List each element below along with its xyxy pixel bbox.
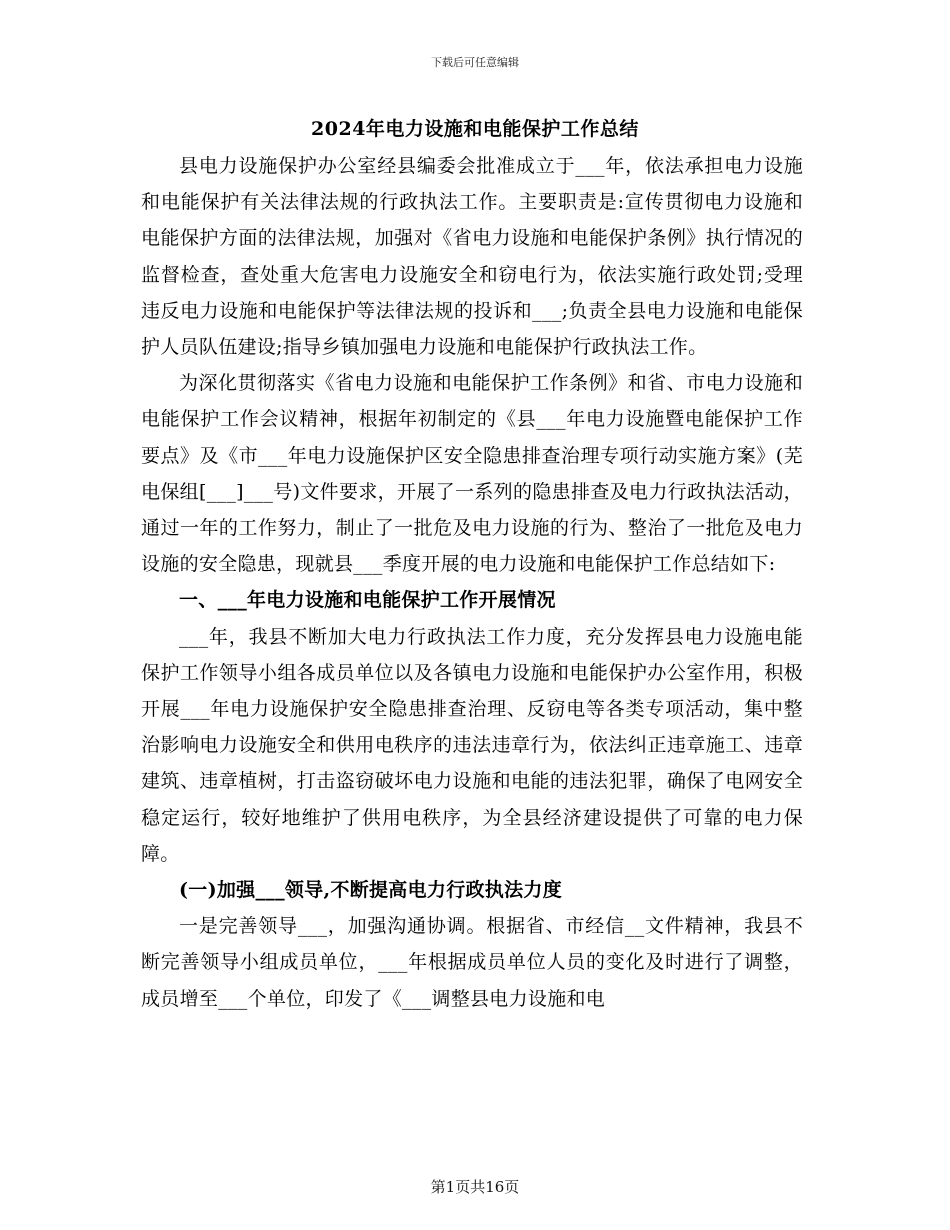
subsection-heading-1: (一)加强___领导,不断提高电力行政执法力度 — [179, 879, 562, 902]
document-body — [141, 148, 803, 1017]
header-note: 下载后可任意编辑 — [431, 56, 519, 69]
document-title: 2024年电力设施和电能保护工作总结 — [311, 118, 639, 140]
section-heading-1: 一、___年电力设施和电能保护工作开展情况 — [179, 589, 556, 612]
page-number: 第1页共16页 — [430, 1178, 520, 1196]
paragraph-background: 为深化贯彻落实《省电力设施和电能保护工作条例》和省、市电力设施和电能保护工作会议精神，根据年初制定的《县___年电力设施暨电能保护工作要点》及《市___年电力设施保护区安全隐患排查治理专项行动实施方案》(芜电保组[___]___号)文件要求，开展了一系列的隐患排查及电力行政执法活动，通过一年的工作努力，制止了一批危及电力设施的行为、整治了一批危及电力设施的安全隐患，现就县___季度开展的电力设施和电能保护工作总结如下: — [141, 372, 803, 576]
paragraph-leadership: 一是完善领导___，加强沟通协调。根据省、市经信__文件精神，我县不断完善领导小组成员单位，___年根据成员单位人员的变化及时进行了调整，成员增至___个单位，印发了《___调整县电力设施和电 — [141, 915, 803, 1010]
paragraph-intro: 县电力设施保护办公室经县编委会批准成立于___年，依法承担电力设施和电能保护有关法律法规的行政执法工作。主要职责是:宣传贯彻电力设施和电能保护方面的法律法规，加强对《省电力设施和电能保护条例》执行情况的监督检查，查处重大危害电力设施安全和窃电行为，依法实施行政处罚;受理违反电力设施和电能保护等法律法规的投诉和___;负责全县电力设施和电能保护人员队伍建设;指导乡镇加强电力设施和电能保护行政执法工作。 — [141, 155, 803, 359]
paragraph-overview: ___年，我县不断加大电力行政执法工作力度，充分发挥县电力设施电能保护工作领导小组各成员单位以及各镇电力设施和电能保护办公室作用，积极开展___年电力设施保护安全隐患排查治理、反窃电等各类专项活动，集中整治影响电力设施安全和供用电秩序的违法违章行为，依法纠正违章施工、违章建筑、违章植树，打击盗窃破坏电力设施和电能的违法犯罪，确保了电网安全稳定运行，较好地维护了供用电秩序，为全县经济建设提供了可靠的电力保障。 — [141, 625, 803, 865]
